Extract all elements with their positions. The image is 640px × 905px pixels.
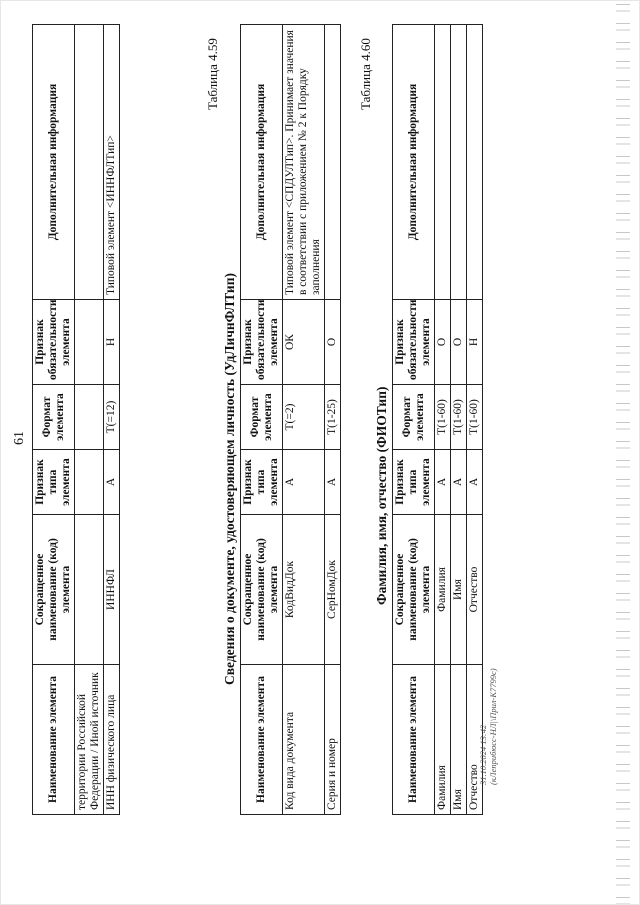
cell: Отчество <box>467 515 483 665</box>
cell: ОК <box>283 300 325 385</box>
table-row <box>104 25 120 815</box>
cell: Фамилия <box>435 665 451 815</box>
print-stamp <box>478 668 498 785</box>
cell: T(1-60) <box>451 385 467 450</box>
column-header: Признак обязательности элемента <box>393 300 435 385</box>
table-title: Фамилия, имя, отчество (ФИОТип) <box>374 386 389 605</box>
cell: T(1-25) <box>325 385 341 450</box>
table-number: Таблица 4.59 <box>205 38 220 110</box>
cell: ИННФЛ <box>104 515 120 665</box>
column-header: Признак обязательности элемента <box>241 300 283 385</box>
cell: Отчество <box>467 665 483 815</box>
column-header: Наименование элемента <box>393 665 435 815</box>
cell: А <box>435 450 451 515</box>
table-row <box>325 25 341 815</box>
cell: КодВидДок <box>283 515 325 665</box>
cell <box>75 515 104 665</box>
table-document-info <box>240 24 341 815</box>
print-stamp-line: (кЛеприбюсс-НЛ|\Прил-К7799с) <box>488 668 498 785</box>
cell: Имя <box>451 665 467 815</box>
table-row <box>75 25 104 815</box>
table-header-row <box>393 25 435 815</box>
print-stamp-line: 31.10.2024 13:42 <box>478 724 488 785</box>
table-continued <box>32 24 120 815</box>
cell <box>75 385 104 450</box>
column-header: Наименование элемента <box>33 665 75 815</box>
column-header: Наименование элемента <box>241 665 283 815</box>
cell: Типовой элемент <ИННФЛТип> <box>104 25 120 300</box>
column-header: Формат элемента <box>393 385 435 450</box>
cell: О <box>435 300 451 385</box>
column-header: Дополнительная информация <box>393 25 435 300</box>
table-row <box>435 25 451 815</box>
scan-noise-strip <box>616 0 630 905</box>
cell <box>75 25 104 300</box>
cell: А <box>283 450 325 515</box>
cell <box>467 25 483 300</box>
table-fio <box>392 24 483 815</box>
cell: T(1-60) <box>467 385 483 450</box>
table-title: Сведения о документе, удостоверяющем личность (УдЛичнФЛТип) <box>222 273 237 685</box>
cell <box>75 300 104 385</box>
cell: СерНомДок <box>325 515 341 665</box>
cell: T(=12) <box>104 385 120 450</box>
cell <box>75 450 104 515</box>
cell: Н <box>104 300 120 385</box>
column-header: Формат элемента <box>241 385 283 450</box>
cell: Код вида документа <box>283 665 325 815</box>
cell <box>325 25 341 300</box>
cell: О <box>451 300 467 385</box>
table-row <box>283 25 325 815</box>
column-header: Признак обязательности элемента <box>33 300 75 385</box>
cell: Фамилия <box>435 515 451 665</box>
cell: T(1-60) <box>435 385 451 450</box>
cell: Серия и номер <box>325 665 341 815</box>
column-header: Признак типа элемента <box>33 450 75 515</box>
column-header: Дополнительная информация <box>241 25 283 300</box>
cell: Имя <box>451 515 467 665</box>
column-header: Признак типа элемента <box>241 450 283 515</box>
column-header: Сокращенное наименование (код) элемента <box>241 515 283 665</box>
cell: территории Российской Федерации / Иной источник <box>75 665 104 815</box>
table-header-row <box>33 25 75 815</box>
cell: О <box>325 300 341 385</box>
column-header: Формат элемента <box>33 385 75 450</box>
table-row <box>451 25 467 815</box>
cell: А <box>325 450 341 515</box>
cell: ИНН физического лица <box>104 665 120 815</box>
cell <box>435 25 451 300</box>
table-header-row <box>241 25 283 815</box>
column-header: Сокращенное наименование (код) элемента <box>393 515 435 665</box>
page-number: 61 <box>12 431 27 445</box>
cell: А <box>104 450 120 515</box>
table-number: Таблица 4.60 <box>358 38 373 110</box>
cell: Типовой элемент <СПДУЛТип>. Принимает значения в соответствии с приложением № 2 к Порядку заполнения <box>283 25 325 300</box>
column-header: Дополнительная информация <box>33 25 75 300</box>
column-header: Сокращенное наименование (код) элемента <box>33 515 75 665</box>
cell: А <box>451 450 467 515</box>
cell: Н <box>467 300 483 385</box>
cell: T(=2) <box>283 385 325 450</box>
cell: А <box>467 450 483 515</box>
column-header: Признак типа элемента <box>393 450 435 515</box>
cell <box>451 25 467 300</box>
